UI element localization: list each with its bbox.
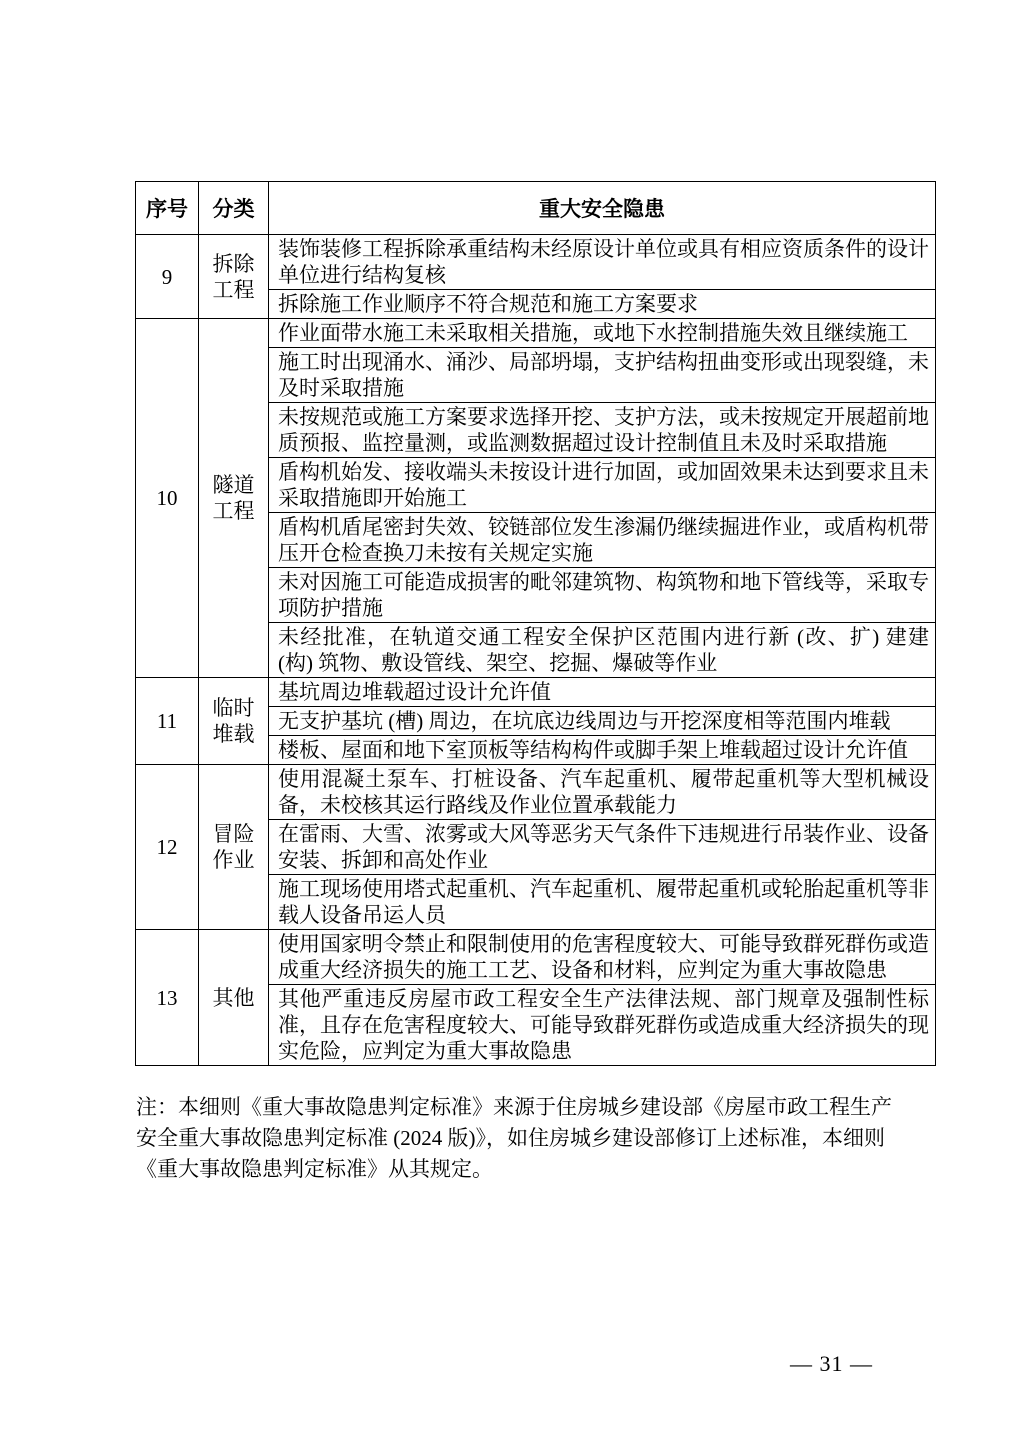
hazard-item-cell: 未按规范或施工方案要求选择开挖、支护方法，或未按规定开展超前地质预报、监控量测，或监测数据超过设计控制值且未及时采取措施 [269,403,936,458]
row-serial-no-cell: 13 [136,930,199,1066]
hazard-item-cell: 装饰装修工程拆除承重结构未经原设计单位或具有相应资质条件的设计单位进行结构复核 [269,235,936,290]
hazard-item-cell: 使用混凝土泵车、打桩设备、汽车起重机、履带起重机等大型机械设备，未校核其运行路线及作业位置承载能力 [269,765,936,820]
hazard-item-cell: 在雷雨、大雪、浓雾或大风等恶劣天气条件下违规进行吊装作业、设备安装、拆卸和高处作业 [269,820,936,875]
hazard-item-cell: 基坑周边堆载超过设计允许值 [269,678,936,707]
table-row [136,319,936,348]
hazard-item-cell: 未经批准，在轨道交通工程安全保护区范围内进行新 (改、扩) 建建 (构) 筑物、敷设管线、架空、挖掘、爆破等作业 [269,623,936,678]
hazard-item-cell: 施工现场使用塔式起重机、汽车起重机、履带起重机或轮胎起重机等非载人设备吊运人员 [269,875,936,930]
hazard-item-cell: 其他严重违反房屋市政工程安全生产法律法规、部门规章及强制性标准，且存在危害程度较大、可能导致群死群伤或造成重大经济损失的现实危险，应判定为重大事故隐患 [269,985,936,1066]
hazards-table-body [136,235,936,1066]
hazard-item-cell: 未对因施工可能造成损害的毗邻建筑物、构筑物和地下管线等，采取专项防护措施 [269,568,936,623]
row-category-cell: 其他 [199,930,269,1066]
row-category-cell: 冒险作业 [199,765,269,930]
hazard-item-cell: 使用国家明令禁止和限制使用的危害程度较大、可能导致群死群伤或造成重大经济损失的施工工艺、设备和材料，应判定为重大事故隐患 [269,930,936,985]
table-row [136,235,936,290]
row-serial-no-cell: 10 [136,319,199,678]
row-serial-no-cell: 9 [136,235,199,319]
hazard-item-cell: 拆除施工作业顺序不符合规范和施工方案要求 [269,290,936,319]
footnote-line: 安全重大事故隐患判定标准 (2024 版)》，如住房城乡建设部修订上述标准，本细则 [136,1126,885,1150]
table-row [136,765,936,820]
row-serial-no-cell: 12 [136,765,199,930]
footnote-line: 注：本细则《重大事故隐患判定标准》来源于住房城乡建设部《房屋市政工程生产 [136,1095,892,1119]
header-cell-major-hazard: 重大安全隐患 [269,182,936,235]
hazards-table [135,181,936,1066]
hazard-item-cell: 作业面带水施工未采取相关措施，或地下水控制措施失效且继续施工 [269,319,936,348]
row-serial-no-cell: 11 [136,678,199,765]
hazard-item-cell: 施工时出现涌水、涌沙、局部坍塌，支护结构扭曲变形或出现裂缝，未及时采取措施 [269,348,936,403]
row-category-cell: 隧道工程 [199,319,269,678]
header-cell-category: 分类 [199,182,269,235]
hazard-item-cell: 盾构机盾尾密封失效、铰链部位发生渗漏仍继续掘进作业，或盾构机带压开仓检查换刀未按有关规定实施 [269,513,936,568]
hazard-item-cell: 楼板、屋面和地下室顶板等结构构件或脚手架上堆载超过设计允许值 [269,736,936,765]
row-category-cell: 拆除工程 [199,235,269,319]
table-header-row [136,182,936,235]
footnote [136,1092,944,1185]
header-cell-serial-no: 序号 [136,182,199,235]
row-category-cell: 临时堆载 [199,678,269,765]
hazard-item-cell: 盾构机始发、接收端头未按设计进行加固，或加固效果未达到要求且未采取措施即开始施工 [269,458,936,513]
table-row [136,678,936,707]
page-number: — 31 — [790,1351,873,1376]
hazard-item-cell: 无支护基坑 (槽) 周边，在坑底边线周边与开挖深度相等范围内堆载 [269,707,936,736]
footnote-line: 《重大事故隐患判定标准》从其规定。 [136,1157,493,1181]
table-row [136,930,936,985]
